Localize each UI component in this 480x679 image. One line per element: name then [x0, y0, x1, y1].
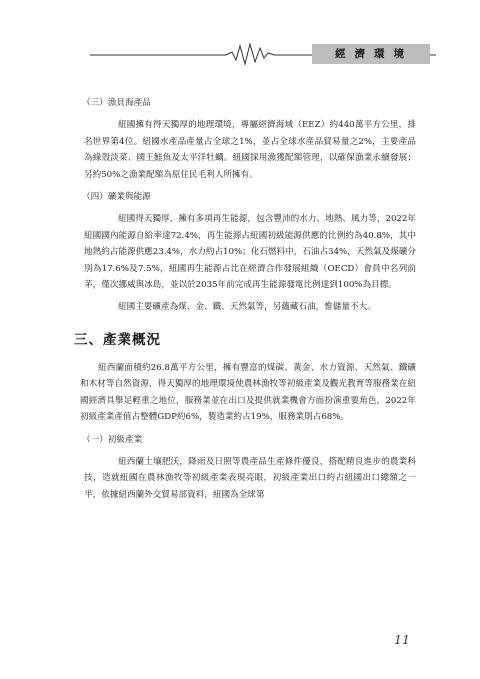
- page-header: [0, 0, 480, 70]
- header-title: 經濟環境: [312, 44, 430, 64]
- paragraph: 紐西蘭土壤肥沃，降雨及日照等農產品生產條件優良，搭配精良進步的農業科技，造就紐國在農林漁牧等初級產業表現亮眼，初級產業出口約占紐國出口總額之一半，依據紐西蘭外交貿易部資料，紐國為全球第: [84, 456, 416, 500]
- subsection-heading: （三）漁貝海產品: [82, 98, 151, 108]
- subsection-heading: （四）礦業與能源: [82, 192, 151, 203]
- page-number: 11: [394, 632, 410, 647]
- section-heading: 三、產業概況: [74, 331, 161, 348]
- paragraph: 紐國擁有得天獨厚的地理環境，專屬經濟海域（EEZ）約440萬平方公里，排名世界第4位。紐國水產品產量占全球之1%，並占全球水產品貿易量之2%，主要產品為綠殼淡菜、國王鮭魚及太平洋牡蠣。紐國採用漁獲配額管理，以確保漁業永續發展；另約50%之漁業配額為原住民毛利人所擁有。: [84, 120, 416, 180]
- subsection-heading: （一）初級產業: [82, 434, 143, 445]
- document-body: [74, 95, 416, 503]
- paragraph: 紐國得天獨厚，擁有多項再生能源，包含豐沛的水力、地熱、風力等，2022年紐國國內能源自給率達72.4%，再生能源占紐國初級能源供應的比例約為40.8%，其中地熱約占能源供應23.4%，水力約占10%；化石燃料中，石油占34%，天然氣及煤礦分別為17.6%及7.5%，紐國再生能源占比在經濟合作發展組織（OECD）會員中名列前茅，僅次挪威與冰島，並以於2035年前完成再生能源發電比例達到100%為目標。: [84, 214, 416, 291]
- paragraph: 紐國主要礦產為煤、金、鐵、天然氣等，另蘊藏石油，惟儲量不大。: [118, 302, 376, 313]
- paragraph: 紐西蘭面積約26.8萬平方公里，擁有豐富的煤碳、黃金、水力資源、天然氣、鐵礦和木材等自然資源，得天獨厚的地理環境使農林漁牧等初級產業及觀光教育等服務業在紐國經濟具舉足輕重之地位，服務業並在出口及提供就業機會方面扮演重要角色，2022年初級產業產值占整體GDP約6%，製造業約占19%，服務業則占68%。: [80, 362, 416, 423]
